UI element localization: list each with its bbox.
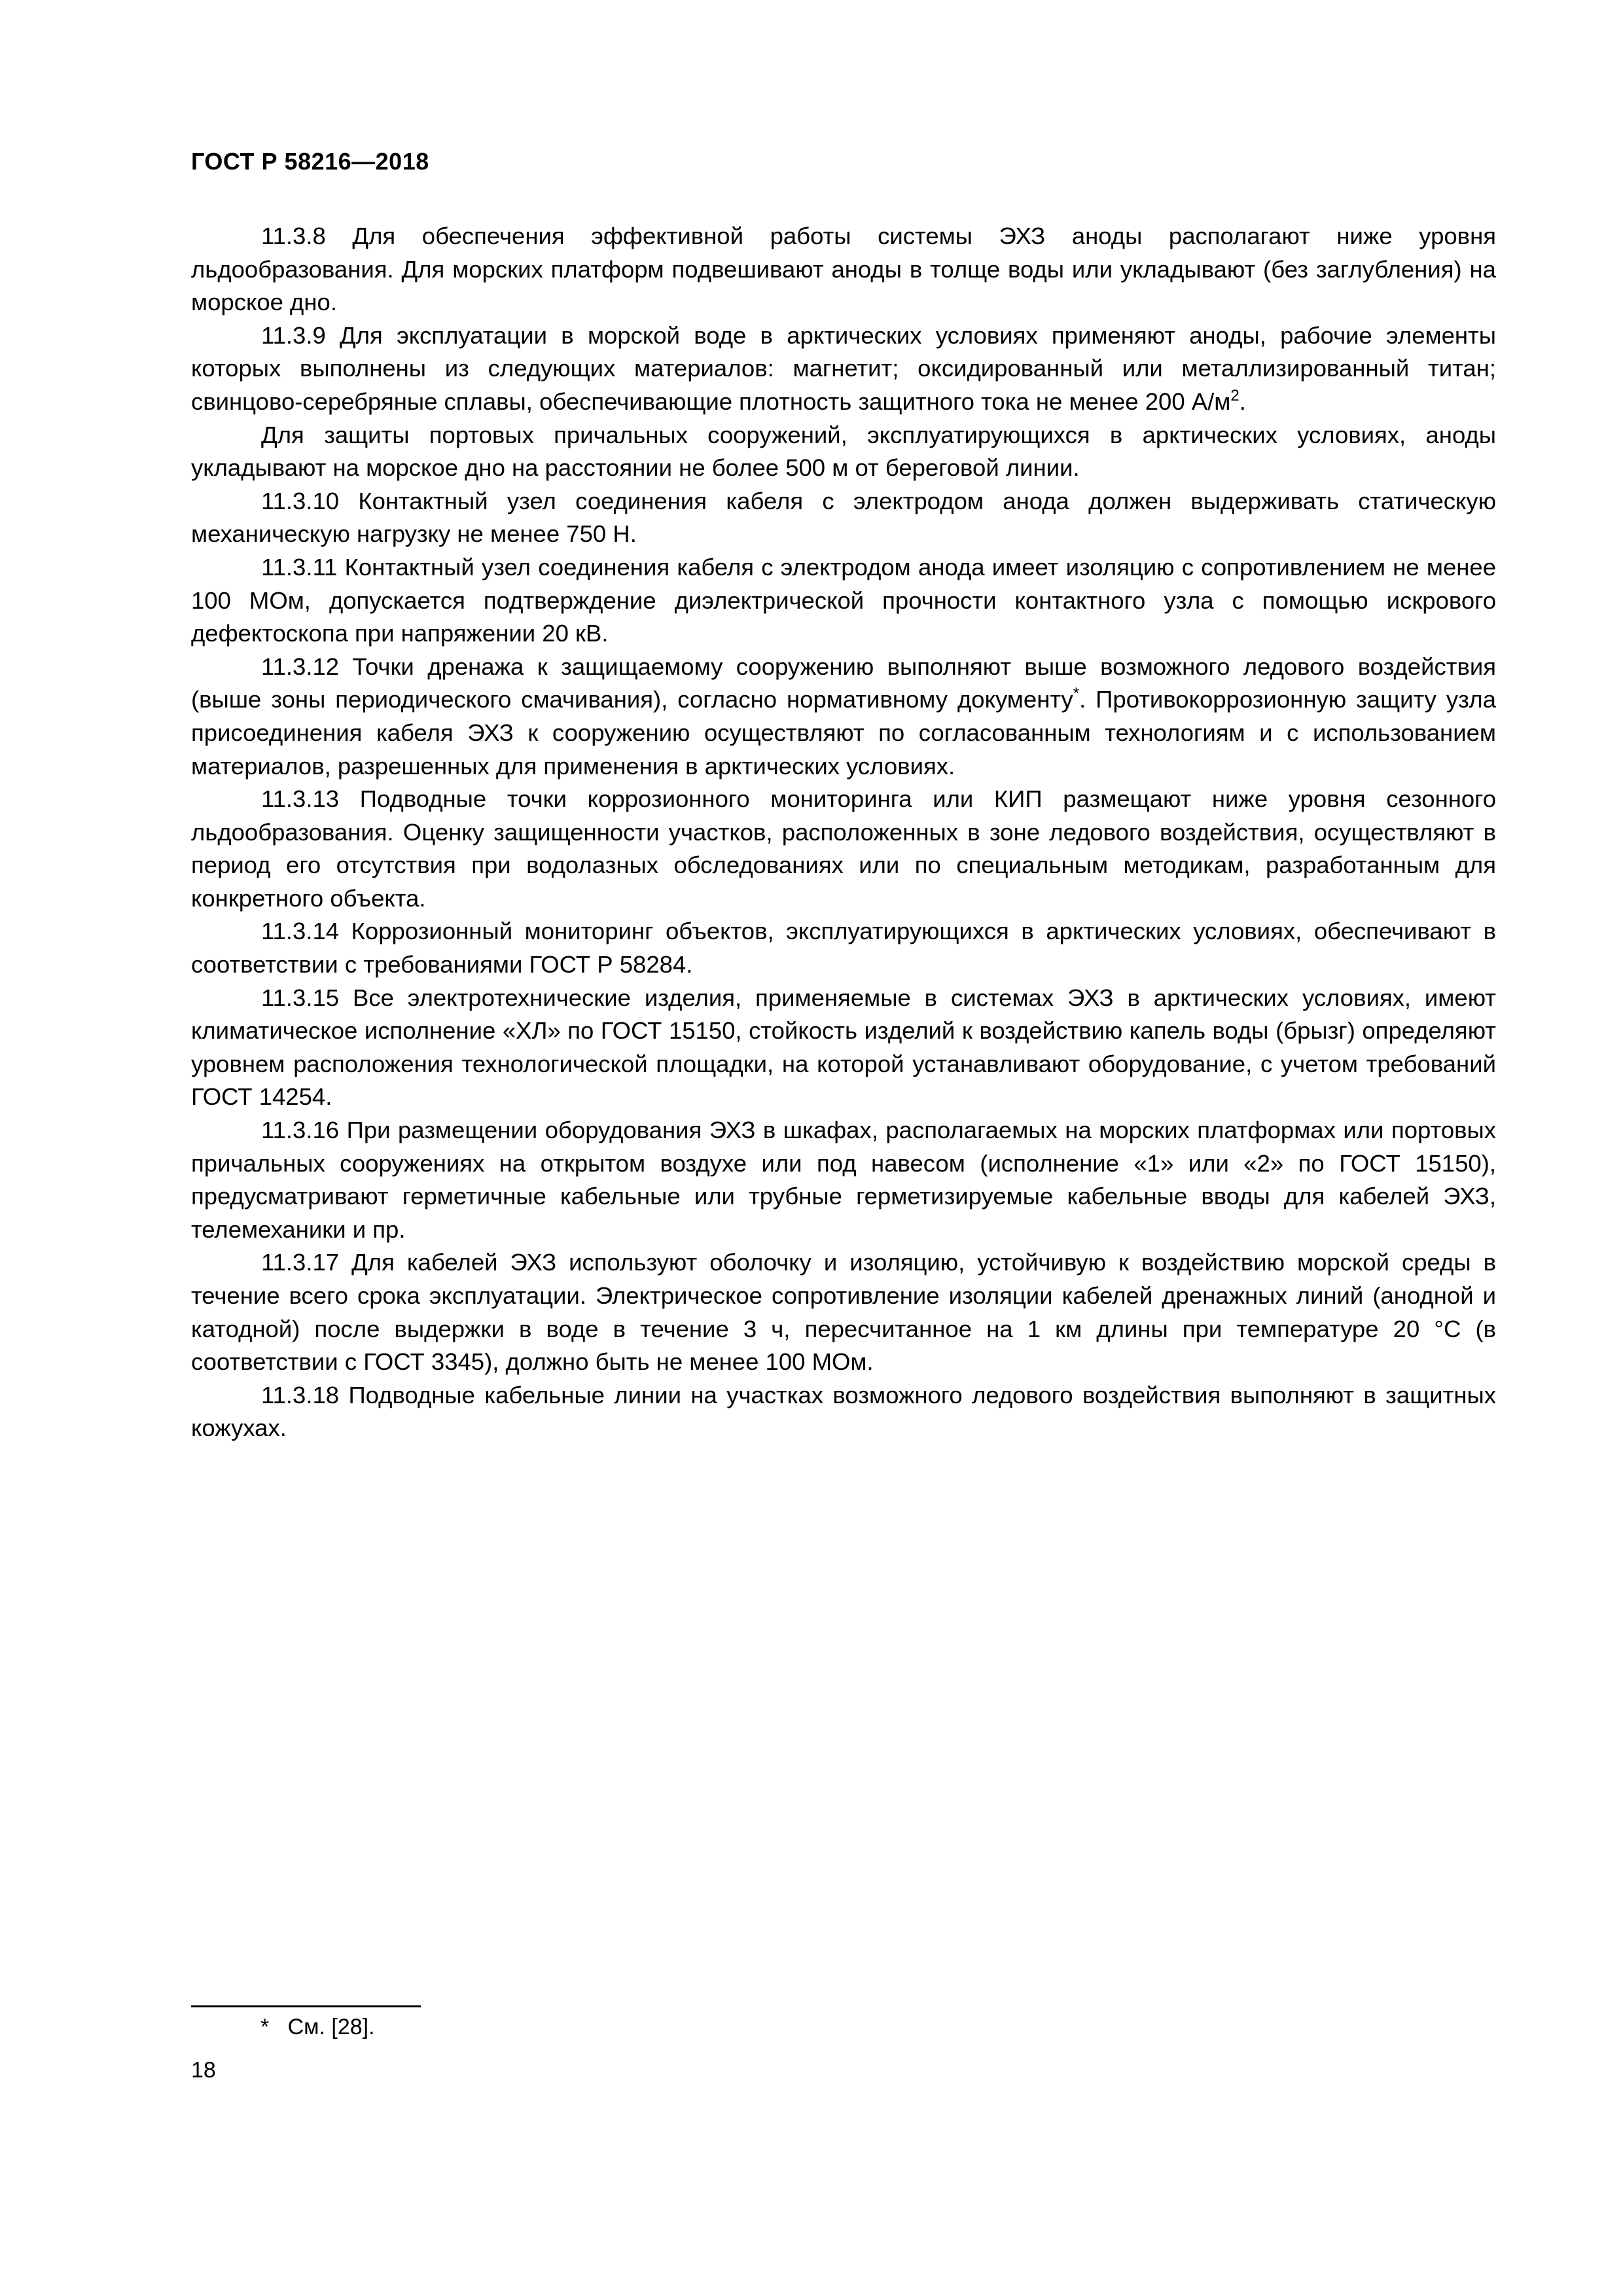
footnote-reference: * [1073,685,1080,703]
paragraph-11-3-13: 11.3.13 Подводные точки коррозионного мониторинга или КИП размещают ниже уровня сезонного льдообразования. Оценку защищенности участков, расположенных в зоне ледового воздействия, осуществляют в период его отсутствия при водолазных обследованиях или по специальным методикам, разработанным для конкретного объекта. [191,785,1496,912]
footnote-text: См. [28]. [287,2015,375,2039]
paragraph-11-3-10: 11.3.10 Контактный узел соединения кабеля с электродом анода должен выдерживать статическую механическую нагрузку не менее 750 Н. [191,487,1496,548]
paragraph-11-3-15: 11.3.15 Все электротехнические изделия, применяемые в системах ЭХЗ в арктических условиях, имеют климатическое исполнение «ХЛ» по ГОСТ 15150, стойкость изделий к воздействию капель воды (брызг) определяют уровнем расположения технологической площадки, на которой устанавливают оборудование, с учетом требований ГОСТ 14254. [191,984,1496,1111]
paragraph-11-3-11: 11.3.11 Контактный узел соединения кабеля с электродом анода имеет изоляцию с сопротивлением не менее 100 МОм, допускается подтверждение диэлектрической прочности контактного узла с помощью искрового дефектоскопа при напряжении 20 кВ. [191,553,1496,647]
paragraph-11-3-16: 11.3.16 При размещении оборудования ЭХЗ в шкафах, располагаемых на морских платформах или портовых причальных сооружениях на открытом воздухе или под навесом (исполнение «1» или «2» по ГОСТ 15150), предусматривают герметичные кабельные или трубные герметизируемые кабельные вводы для кабелей ЭХЗ, телемеханики и пр. [191,1117,1496,1243]
page-number: 18 [191,2058,216,2083]
body-text [191,220,1496,1445]
paragraph-11-3-12: 11.3.12 Точки дренажа к защищаемому сооружению выполняют выше возможного ледового воздействия (выше зоны периодического смачивания), согласно нормативному документу*. Противокоррозионную защиту узла присоединения кабеля ЭХЗ к сооружению осуществляют по согласованным технологиям и с использованием материалов, разрешенных для применения в арктических условиях. [191,653,1496,780]
footnote-mark: * [260,2015,270,2039]
paragraph-11-3-8: 11.3.8 Для обеспечения эффективной работы системы ЭХЗ аноды располагают ниже уровня льдообразования. Для морских платформ подвешивают аноды в толще воды или укладывают (без заглубления) на морское дно. [191,223,1496,316]
footnote [260,2015,375,2040]
paragraph-11-3-18: 11.3.18 Подводные кабельные линии на участках возможного ледового воздействия выполняют в защитных кожухах. [191,1381,1496,1442]
paragraph-11-3-9: 11.3.9 Для эксплуатации в морской воде в арктических условиях применяют аноды, рабочие элементы которых выполнены из следующих материалов: магнетит; оксидированный или металлизированный титан; свинцово-серебряные сплавы, обеспечивающие плотность защитного тока не менее 200 $А/м^2$. [191,321,1496,415]
paragraph-11-3-14: 11.3.14 Коррозионный мониторинг объектов, эксплуатирующихся в арктических условиях, обеспечивают в соответствии с требованиями ГОСТ Р 58284. [191,918,1496,978]
paragraph-11-3-17: 11.3.17 Для кабелей ЭХЗ используют оболочку и изоляцию, устойчивую к воздействию морской среды в течение всего срока эксплуатации. Электрическое сопротивление изоляции кабелей дренажных линий (анодной и катодной) после выдержки в воде в течение 3 ч, пересчитанное на 1 км длины при температуре 20 °С (в соответствии с ГОСТ 3345), должно быть не менее 100 МОм. [191,1249,1496,1376]
superscript-squared: 2 [1230,386,1240,404]
paragraph-port-anodes: Для защиты портовых причальных сооружений, эксплуатирующихся в арктических условиях, аноды укладывают на морское дно на расстоянии не более 500 м от береговой линии. [191,421,1496,482]
footnote-divider [191,2005,421,2007]
document-header: ГОСТ Р 58216—2018 [191,148,429,175]
